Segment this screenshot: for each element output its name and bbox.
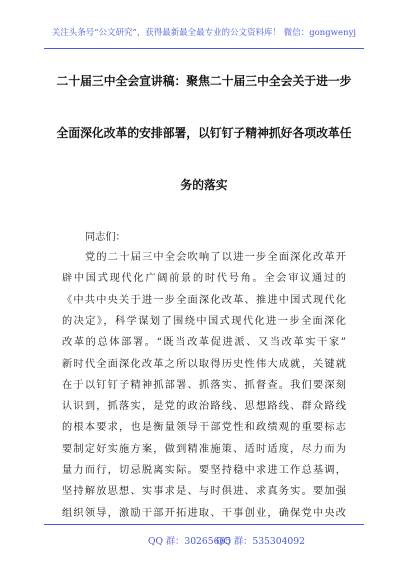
body-line: 新时代全面深化改革之所以取得历史性伟大成就，关键就 [62, 358, 346, 370]
body-line: 辟中国式现代化广阔前景的时代号角。全会审议通过的 [62, 273, 346, 285]
body-line: 认识到，抓落实，是党的政治路线、思想路线、群众路线 [62, 401, 346, 413]
body-line: 要制定好实施方案，做到精准施策、适时适度，尽力而为 [62, 443, 346, 455]
body-line: 《中共中央关于进一步全面深化改革、推进中国式现代化 [62, 294, 346, 306]
body-line: 的决定》，科学谋划了围绕中国式现代化进一步全面深化 [62, 315, 346, 327]
title-line-1: 二十届三中全会宣讲稿：聚焦二十届三中全会关于进一步 [56, 74, 352, 88]
body-line: 党的二十届三中全会吹响了以进一步全面深化改革开 [85, 252, 346, 263]
body-line: 改革的总体部署。“既当改革促进派、又当改革实干家” [62, 337, 346, 349]
footer-divider [44, 524, 364, 525]
title-line-3: 务的落实 [180, 178, 228, 192]
body-line: 组织领导，激励干部开拓进取、干事创业，确保党中央改 [62, 507, 346, 519]
body-line: 在于以钉钉子精神抓部署、抓落实、抓督查。我们要深刻 [62, 379, 346, 391]
footer-qq-group-2: QQ 群：535304092 [216, 536, 305, 547]
body-line: 量力而行，切忌脱离实际。要坚持稳中求进工作总基调， [62, 465, 346, 476]
body-line: 坚持解放思想、实事求是、与时俱进、求真务实。要加强 [62, 486, 346, 498]
header-banner: 关注头条号“公文研究”，获得最新最全最专业的公文资料库！ 微信：gongwenyj [51, 27, 357, 37]
salutation: 同志们： [85, 232, 126, 243]
header-divider [44, 48, 364, 49]
footer-qq-group-1: QQ 群：30265665 [148, 536, 232, 547]
title-line-2: 全面深化改革的安排部署，以钉钉子精神抓好各项改革任 [56, 126, 352, 140]
body-line: 的根本要求，也是衡量领导干部党性和政绩观的重要标志 [62, 422, 346, 434]
